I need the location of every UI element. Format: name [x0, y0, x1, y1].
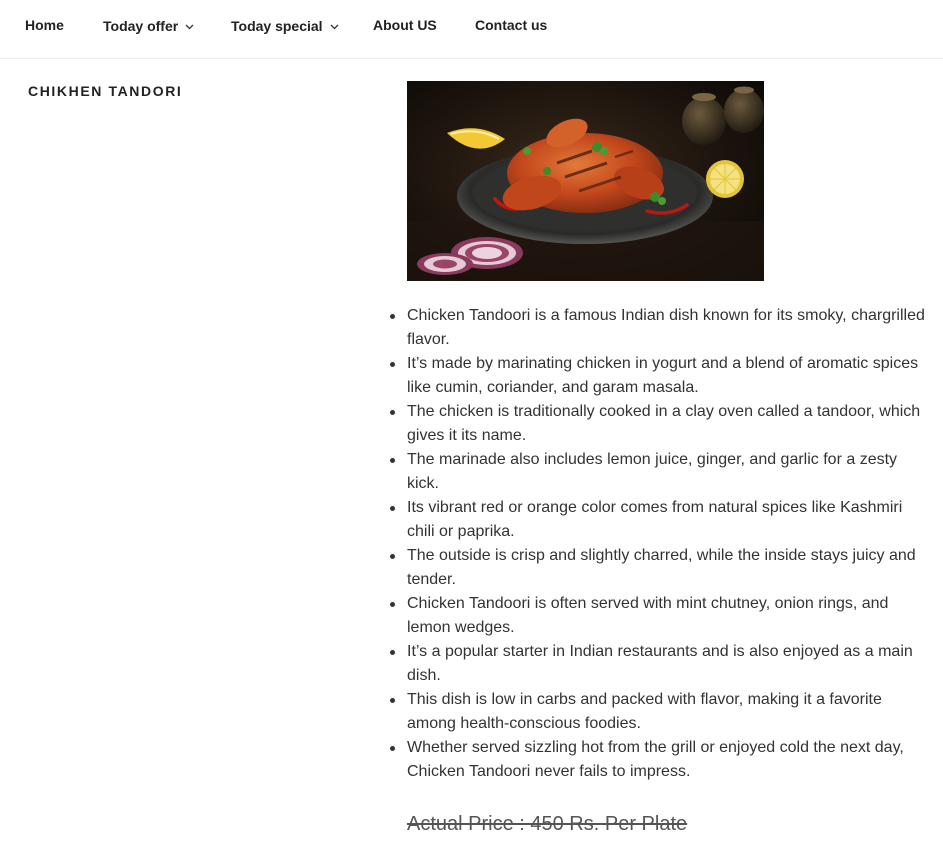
nav-today-special-label: Today special	[231, 18, 323, 34]
nav-contact-label: Contact us	[475, 17, 548, 33]
list-item: It’s a popular starter in Indian restaurants and is also enjoyed as a main dish.	[407, 640, 931, 688]
nav-contact-link[interactable]	[475, 16, 547, 34]
chicken-tandoori-photo	[407, 81, 764, 281]
nav-about-link[interactable]	[373, 16, 437, 34]
nav-today-special-menu[interactable]	[231, 16, 339, 35]
nav-home-label: Home	[25, 17, 64, 33]
nav-today-offer-label: Today offer	[103, 18, 179, 34]
actual-price-strikethrough: Actual Price : 450 Rs. Per Plate	[407, 813, 688, 835]
page-title: CHIKHEN TANDORI	[28, 83, 183, 99]
chevron-down-icon	[330, 16, 339, 34]
list-item: Chicken Tandoori is a famous Indian dish known for its smoky, chargrilled flavor.	[407, 304, 931, 352]
list-item: The marinade also includes lemon juice, ginger, and garlic for a zesty kick.	[407, 448, 931, 496]
list-item: This dish is low in carbs and packed with flavor, making it a favorite among health-conscious foodies.	[407, 688, 931, 736]
chevron-down-icon	[185, 16, 194, 34]
list-item: Whether served sizzling hot from the grill or enjoyed cold the next day, Chicken Tandoori never fails to impress.	[407, 736, 931, 784]
list-item: The outside is crisp and slightly charred, while the inside stays juicy and tender.	[407, 544, 931, 592]
description-list	[407, 304, 931, 784]
nav-home-link[interactable]	[25, 16, 64, 34]
list-item: Chicken Tandoori is often served with mint chutney, onion rings, and lemon wedges.	[407, 592, 931, 640]
list-item: It’s made by marinating chicken in yogurt and a blend of aromatic spices like cumin, coriander, and garam masala.	[407, 352, 931, 400]
main-navigation	[0, 0, 943, 59]
nav-about-label: About US	[373, 17, 437, 33]
list-item: Its vibrant red or orange color comes from natural spices like Kashmiri chili or paprika.	[407, 496, 931, 544]
nav-today-offer-menu[interactable]	[103, 16, 194, 35]
list-item: The chicken is traditionally cooked in a clay oven called a tandoor, which gives it its name.	[407, 400, 931, 448]
